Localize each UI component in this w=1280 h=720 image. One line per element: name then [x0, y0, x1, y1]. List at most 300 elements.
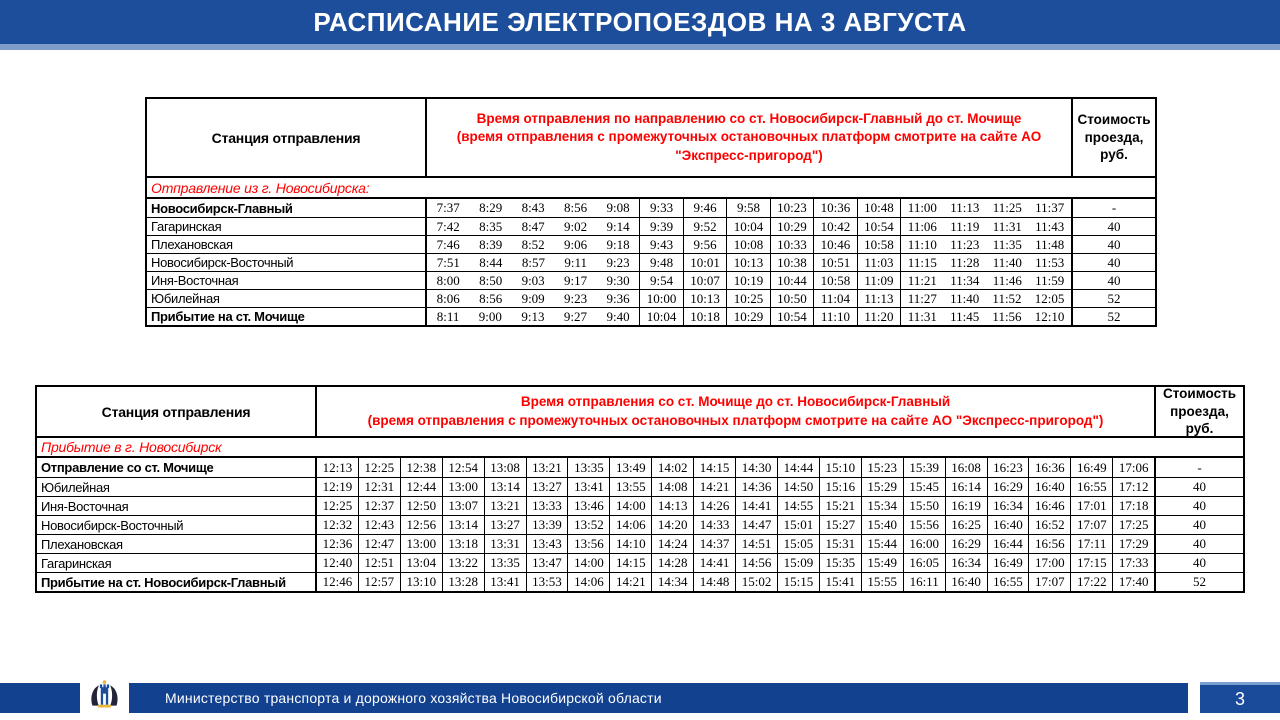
time-value: 11:40 — [992, 254, 1022, 270]
time-value: 16:11 — [909, 574, 939, 589]
time-group — [609, 554, 651, 572]
time-value: 8:06 — [436, 290, 460, 306]
times-cell — [315, 535, 1156, 553]
time-value: 9:27 — [563, 308, 588, 324]
time-group — [1028, 535, 1070, 553]
time-value: 10:29 — [777, 218, 807, 234]
time-value: 9:40 — [606, 308, 630, 324]
time-group — [683, 308, 726, 325]
time-group — [358, 497, 400, 515]
time-group — [819, 554, 861, 572]
time-group — [442, 573, 484, 591]
times-cell — [425, 254, 1073, 271]
time-group — [651, 554, 693, 572]
time-group — [861, 516, 903, 534]
time-group — [639, 308, 682, 325]
time-value: 12:50 — [406, 498, 437, 513]
time-group — [484, 458, 526, 477]
time-value: 10:36 — [820, 200, 851, 215]
time-value: 15:55 — [867, 574, 898, 589]
time-value: 14:24 — [657, 536, 688, 551]
time-group — [813, 218, 856, 235]
time-value: 12:37 — [364, 498, 395, 513]
time-group — [945, 554, 987, 572]
time-value: 14:37 — [699, 536, 730, 551]
time-value: 10:13 — [690, 290, 720, 306]
time-value: 16:55 — [993, 574, 1023, 589]
time-value: 9:17 — [564, 272, 588, 288]
time-value: 8:35 — [479, 218, 503, 234]
table-row — [37, 477, 1243, 496]
time-group — [900, 308, 1071, 325]
time-group — [1028, 573, 1070, 591]
time-value: 16:36 — [1035, 459, 1065, 475]
time-group — [819, 458, 861, 477]
time-value: 8:44 — [479, 254, 503, 270]
time-group — [987, 554, 1029, 572]
station-cell: Плехановская — [151, 237, 233, 252]
time-group — [1070, 458, 1112, 477]
cost-cell: 40 — [1193, 517, 1206, 532]
time-group — [358, 535, 400, 553]
time-value: 12:19 — [322, 479, 353, 494]
time-value: 13:35 — [574, 459, 604, 475]
cost-cell: 52 — [1107, 308, 1121, 324]
time-value: 8:57 — [521, 254, 545, 270]
time-group — [900, 236, 1071, 253]
times-header-route: Время отправления по направлению со ст. Новосибирск-Главный до ст. Мочище — [476, 111, 1022, 127]
cost-cell: 40 — [1193, 479, 1206, 494]
time-value: 11:28 — [950, 254, 980, 270]
time-value: 8:56 — [479, 290, 503, 306]
time-value: 17:18 — [1118, 498, 1149, 513]
time-group — [813, 290, 856, 307]
time-value: 10:58 — [820, 272, 851, 288]
time-group — [693, 458, 735, 477]
time-value: 9:03 — [521, 272, 545, 288]
time-value: 11:10 — [820, 308, 850, 324]
time-group — [693, 535, 735, 553]
time-value: 11:35 — [992, 236, 1022, 252]
time-group — [651, 497, 693, 515]
time-group — [987, 478, 1029, 496]
time-value: 10:00 — [646, 290, 677, 306]
cost-cell: 40 — [1107, 236, 1121, 252]
time-value: 11:23 — [950, 236, 980, 252]
time-value: 9:06 — [564, 236, 588, 252]
time-group — [484, 478, 526, 496]
time-value: 14:30 — [741, 459, 772, 475]
cost-column-header: Стоимость проезда, руб. — [1162, 386, 1237, 437]
time-group — [819, 478, 861, 496]
time-group — [1070, 497, 1112, 515]
time-value: 11:03 — [864, 254, 894, 270]
time-value: 14:41 — [699, 555, 730, 570]
time-value: 13:41 — [574, 479, 604, 494]
time-value: 13:53 — [532, 574, 562, 589]
time-value: 14:15 — [699, 459, 730, 475]
time-value: 9:48 — [650, 254, 674, 270]
footer-bar-left — [0, 683, 80, 713]
time-group — [945, 573, 987, 591]
time-value: 12:25 — [364, 459, 395, 475]
time-value: 15:23 — [867, 459, 898, 475]
time-value: 9:14 — [606, 218, 630, 234]
time-value: 8:29 — [479, 200, 503, 215]
time-value: 16:55 — [1076, 479, 1107, 494]
time-value: 16:29 — [951, 536, 981, 551]
time-group — [317, 573, 358, 591]
time-value: 9:30 — [606, 272, 630, 288]
station-cell: Юбилейная — [41, 479, 110, 495]
time-group — [358, 516, 400, 534]
time-value: 14:00 — [574, 555, 604, 570]
time-group — [609, 516, 651, 534]
cost-cell: 40 — [1193, 498, 1206, 513]
table-header-row — [147, 99, 1155, 178]
time-value: 10:01 — [690, 254, 720, 270]
time-group — [777, 516, 819, 534]
time-group — [900, 254, 1071, 271]
times-cell — [425, 218, 1073, 235]
time-value: 13:08 — [490, 459, 520, 475]
time-value: 14:21 — [615, 574, 646, 589]
time-group — [819, 535, 861, 553]
time-group — [861, 497, 903, 515]
time-group — [683, 218, 726, 235]
time-group — [484, 535, 526, 553]
time-group — [861, 478, 903, 496]
time-value: 10:44 — [777, 272, 807, 288]
title-strip — [0, 44, 1280, 50]
time-group — [819, 497, 861, 515]
time-group — [1028, 554, 1070, 572]
time-value: 9:00 — [478, 308, 502, 324]
time-value: 13:00 — [406, 536, 437, 551]
time-value: 11:00 — [907, 200, 937, 215]
time-group — [1070, 478, 1112, 496]
time-value: 13:35 — [490, 555, 520, 570]
time-group — [639, 236, 682, 253]
time-group — [639, 290, 682, 307]
time-value: 14:36 — [741, 479, 772, 494]
time-value: 15:44 — [867, 536, 898, 551]
time-value: 14:48 — [699, 574, 730, 589]
time-value: 17:00 — [1035, 555, 1065, 570]
time-value: 13:07 — [448, 498, 478, 513]
time-group — [651, 458, 693, 477]
table-row — [147, 253, 1155, 271]
time-group — [726, 308, 769, 325]
time-value: 12:05 — [1034, 290, 1065, 306]
time-value: 12:10 — [1034, 308, 1065, 324]
time-group — [651, 535, 693, 553]
time-group — [900, 199, 1071, 217]
time-value: 14:56 — [741, 555, 772, 570]
time-value: 16:49 — [1076, 459, 1107, 475]
time-group — [442, 554, 484, 572]
time-group — [442, 497, 484, 515]
time-group — [442, 458, 484, 477]
time-group — [857, 236, 900, 253]
station-cell: Юбилейная — [151, 291, 220, 306]
time-group — [609, 458, 651, 477]
time-group — [693, 516, 735, 534]
time-group — [609, 573, 651, 591]
time-value: 15:05 — [783, 536, 814, 551]
time-value: 10:58 — [864, 236, 894, 252]
time-value: 9:23 — [606, 254, 630, 270]
time-value: 8:11 — [436, 308, 460, 324]
time-value: 15:39 — [909, 459, 939, 475]
time-value: 9:39 — [650, 218, 674, 234]
time-value: 11:46 — [992, 272, 1022, 288]
time-value: 9:52 — [693, 218, 717, 234]
return-rows — [37, 458, 1243, 591]
time-group — [427, 308, 639, 325]
cost-cell: 40 — [1107, 254, 1121, 270]
time-value: 17:25 — [1118, 517, 1149, 532]
time-group — [1112, 573, 1154, 591]
time-group — [857, 218, 900, 235]
time-value: 11:04 — [820, 290, 850, 306]
time-group — [861, 554, 903, 572]
times-cell — [315, 573, 1156, 591]
time-value: 10:04 — [646, 308, 677, 324]
time-group — [427, 236, 639, 253]
time-group — [735, 497, 777, 515]
time-value: 16:23 — [993, 459, 1023, 475]
time-value: 11:40 — [950, 290, 980, 306]
time-group — [317, 535, 358, 553]
time-group — [857, 272, 900, 289]
time-group — [1070, 554, 1112, 572]
time-value: 14:50 — [783, 479, 814, 494]
time-value: 12:38 — [406, 459, 437, 475]
time-value: 10:51 — [820, 254, 851, 270]
time-group — [1112, 554, 1154, 572]
times-header-route: Время отправления со ст. Мочище до ст. Новосибирск-Главный — [520, 394, 951, 410]
time-value: 14:00 — [615, 498, 646, 513]
time-group — [777, 554, 819, 572]
time-value: 7:46 — [436, 236, 460, 252]
time-value: 15:21 — [825, 498, 856, 513]
time-group — [400, 478, 442, 496]
time-group — [317, 516, 358, 534]
time-value: 10:54 — [777, 308, 807, 324]
time-value: 11:13 — [864, 290, 894, 306]
time-value: 17:01 — [1076, 498, 1107, 513]
time-value: 13:31 — [490, 536, 520, 551]
time-group — [567, 478, 609, 496]
time-group — [987, 516, 1029, 534]
time-value: 10:33 — [777, 236, 807, 252]
table-row — [37, 458, 1243, 477]
time-group — [484, 497, 526, 515]
time-value: 14:34 — [657, 574, 688, 589]
time-value: 14:26 — [699, 498, 730, 513]
time-value: 14:47 — [741, 517, 772, 532]
page-title: РАСПИСАНИЕ ЭЛЕКТРОПОЕЗДОВ НА 3 АВГУСТА — [313, 6, 967, 37]
time-group — [770, 199, 813, 217]
time-value: 16:40 — [951, 574, 981, 589]
time-value: 17:12 — [1118, 479, 1149, 494]
time-group — [683, 236, 726, 253]
time-value: 11:31 — [907, 308, 937, 324]
time-value: 11:34 — [950, 272, 980, 288]
table-row — [147, 307, 1155, 325]
time-group — [735, 573, 777, 591]
time-group — [683, 272, 726, 289]
time-value: 8:39 — [479, 236, 503, 252]
cost-cell: 40 — [1193, 536, 1206, 551]
time-group — [945, 497, 987, 515]
cost-column-header: Стоимость проезда, руб. — [1077, 112, 1151, 163]
time-value: 9:46 — [693, 200, 717, 215]
coat-of-arms-icon — [84, 675, 125, 716]
times-cell — [425, 290, 1073, 307]
time-group — [770, 290, 813, 307]
time-value: 16:56 — [1035, 536, 1065, 551]
time-value: 12:44 — [406, 479, 437, 494]
time-group — [427, 290, 639, 307]
time-value: 14:10 — [615, 536, 646, 551]
time-value: 10:50 — [777, 290, 807, 306]
time-value: 9:36 — [606, 290, 630, 306]
time-group — [945, 458, 987, 477]
time-value: 14:06 — [574, 574, 604, 589]
time-value: 14:13 — [657, 498, 688, 513]
time-value: 11:31 — [992, 218, 1022, 234]
time-group — [726, 290, 769, 307]
time-value: 14:44 — [783, 459, 814, 475]
table-row — [147, 271, 1155, 289]
times-column-header — [315, 387, 1156, 436]
time-value: 10:13 — [733, 254, 764, 270]
time-group — [639, 254, 682, 271]
time-value: 8:47 — [521, 218, 545, 234]
time-group — [484, 573, 526, 591]
time-group — [427, 218, 639, 235]
time-group — [639, 199, 682, 217]
station-cell: Отправление со ст. Мочище — [41, 460, 214, 475]
time-group — [777, 535, 819, 553]
time-group — [903, 535, 945, 553]
time-group — [770, 272, 813, 289]
time-value: 14:41 — [741, 498, 772, 513]
time-value: 16:08 — [951, 459, 981, 475]
time-group — [358, 458, 400, 477]
time-group — [987, 497, 1029, 515]
time-value: 10:04 — [733, 218, 764, 234]
time-group — [813, 308, 856, 325]
time-value: 16:52 — [1035, 517, 1065, 532]
outbound-rows — [147, 199, 1155, 325]
time-group — [903, 497, 945, 515]
time-group — [442, 535, 484, 553]
table-row — [37, 572, 1243, 591]
time-group — [683, 290, 726, 307]
time-value: 15:10 — [825, 459, 856, 475]
time-value: 11:48 — [1035, 236, 1065, 252]
station-cell: Иня-Восточная — [41, 498, 129, 514]
time-value: 17:07 — [1076, 517, 1107, 532]
time-value: 16:34 — [951, 555, 981, 570]
time-value: 9:54 — [650, 272, 674, 288]
time-group — [861, 458, 903, 477]
footer-bar — [129, 683, 1188, 713]
station-cell: Новосибирск-Восточный — [151, 255, 294, 270]
station-cell: Новосибирск-Главный — [151, 200, 293, 216]
time-value: 13:49 — [615, 459, 646, 475]
time-value: 11:37 — [1035, 200, 1065, 215]
time-value: 9:58 — [736, 200, 761, 215]
time-group — [317, 554, 358, 572]
times-cell — [315, 458, 1156, 477]
time-group — [651, 573, 693, 591]
time-group — [857, 199, 900, 217]
time-value: 11:21 — [907, 272, 937, 288]
time-group — [777, 573, 819, 591]
time-group — [317, 497, 358, 515]
time-value: 13:28 — [448, 574, 478, 589]
time-group — [945, 478, 987, 496]
cost-cell: 52 — [1107, 290, 1121, 306]
time-group — [567, 573, 609, 591]
time-value: 13:14 — [448, 517, 478, 532]
time-value: 13:21 — [490, 498, 520, 513]
time-group — [484, 516, 526, 534]
time-value: 11:59 — [1035, 272, 1065, 288]
time-value: 9:33 — [650, 200, 674, 215]
time-value: 13:39 — [532, 517, 562, 532]
time-group — [317, 478, 358, 496]
time-value: 17:22 — [1076, 574, 1107, 589]
time-value: 14:02 — [657, 459, 688, 475]
time-value: 8:43 — [521, 200, 545, 215]
time-value: 10:29 — [733, 308, 764, 324]
time-value: 13:43 — [532, 536, 562, 551]
table-row — [147, 235, 1155, 253]
time-value: 15:27 — [825, 517, 856, 532]
time-value: 15:01 — [783, 517, 814, 532]
station-cell: Прибытие на ст. Мочище — [151, 309, 305, 324]
time-group — [1028, 458, 1070, 477]
times-cell — [425, 272, 1073, 289]
times-column-header — [425, 99, 1073, 176]
time-value: 8:50 — [479, 272, 503, 288]
time-group — [639, 218, 682, 235]
time-value: 11:52 — [992, 290, 1022, 306]
time-group — [567, 554, 609, 572]
cost-cell: 40 — [1193, 555, 1206, 570]
time-group — [735, 554, 777, 572]
times-cell — [315, 478, 1156, 496]
time-group — [987, 535, 1029, 553]
station-cell: Гагаринская — [151, 219, 222, 234]
time-group — [726, 254, 769, 271]
time-group — [693, 573, 735, 591]
time-value: 15:09 — [783, 555, 814, 570]
table-row — [37, 534, 1243, 553]
time-value: 10:07 — [690, 272, 720, 288]
time-group — [1070, 573, 1112, 591]
cost-cell: 40 — [1107, 272, 1121, 288]
time-value: 9:02 — [564, 218, 588, 234]
time-value: 15:31 — [825, 536, 856, 551]
time-value: 7:42 — [436, 218, 460, 234]
time-value: 9:09 — [521, 290, 545, 306]
